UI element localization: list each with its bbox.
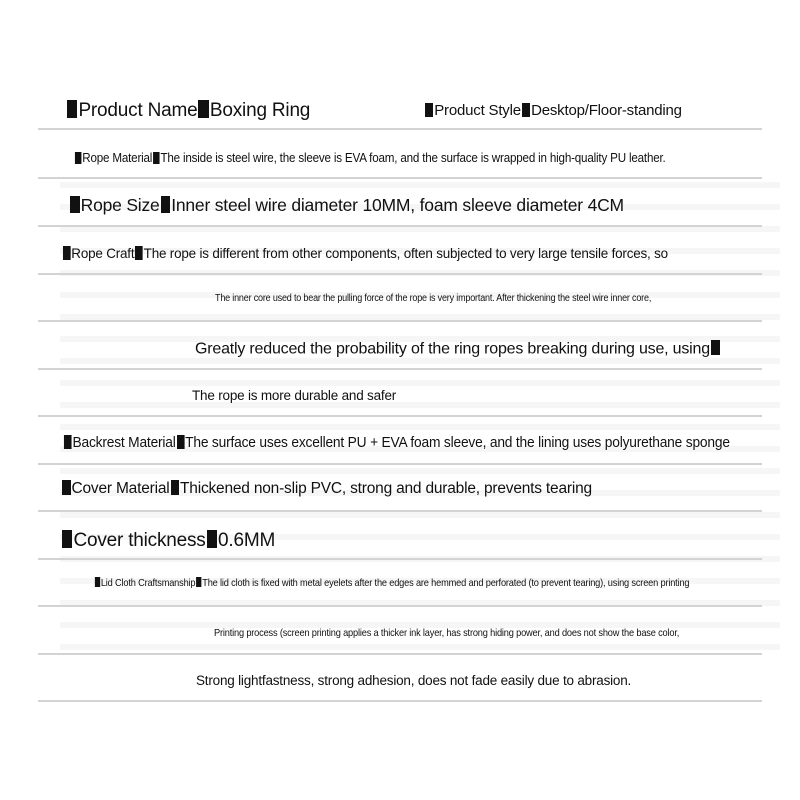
spec-label: Product Style bbox=[434, 102, 521, 119]
row-divider bbox=[38, 558, 762, 560]
spec-value: The lid cloth is fixed with metal eyelets after the edges are hemmed and perforated (to prevent tearing), using screen printing bbox=[202, 577, 690, 589]
row-divider bbox=[38, 653, 762, 655]
spec-product-name bbox=[66, 100, 310, 122]
row-divider bbox=[38, 700, 762, 702]
row-divider bbox=[38, 273, 762, 275]
spec-rope-craft-benefit bbox=[195, 340, 721, 358]
spec-rope-craft bbox=[62, 245, 668, 261]
spec-text: The inner core used to bear the pulling force of the rope is very important. After thickening the steel wire inner core, bbox=[215, 293, 652, 304]
spec-rope-material bbox=[74, 151, 666, 165]
spec-label: Rope Size bbox=[80, 195, 160, 215]
bracket-glyph-icon bbox=[75, 152, 81, 164]
spec-printing-result bbox=[196, 673, 631, 688]
spec-printing-process bbox=[214, 627, 679, 639]
row-divider bbox=[38, 177, 762, 179]
spec-value: Desktop/Floor-standing bbox=[531, 102, 682, 119]
spec-product-style bbox=[424, 102, 682, 119]
spec-value: The inside is steel wire, the sleeve is EVA foam, and the surface is wrapped in high-quality PU leather. bbox=[160, 151, 666, 165]
row-divider bbox=[38, 510, 762, 512]
bracket-glyph-icon bbox=[177, 435, 185, 449]
spec-value: The rope is different from other components, often subjected to very large tensile forces, so bbox=[143, 245, 668, 261]
spec-text: Strong lightfastness, strong adhesion, does not fade easily due to abrasion. bbox=[196, 673, 632, 688]
bracket-glyph-icon bbox=[711, 340, 720, 355]
spec-value: 0.6MM bbox=[218, 530, 276, 551]
bracket-glyph-icon bbox=[161, 196, 171, 213]
bracket-glyph-icon bbox=[522, 103, 530, 117]
row-divider bbox=[38, 463, 762, 465]
bracket-glyph-icon bbox=[70, 196, 80, 213]
bracket-glyph-icon bbox=[64, 435, 72, 449]
bracket-glyph-icon bbox=[62, 480, 71, 495]
bracket-glyph-icon bbox=[62, 530, 72, 548]
spec-text: The rope is more durable and safer bbox=[192, 388, 397, 403]
spec-lid-cloth-craftsmanship bbox=[94, 577, 689, 589]
spec-cover-material bbox=[61, 480, 592, 498]
bracket-glyph-icon bbox=[67, 100, 77, 118]
spec-value: Boxing Ring bbox=[209, 100, 311, 121]
bracket-glyph-icon bbox=[198, 100, 208, 118]
spec-label: Cover Material bbox=[71, 480, 170, 497]
spec-cover-thickness bbox=[61, 530, 275, 552]
spec-value: The surface uses excellent PU + EVA foam sleeve, and the lining uses polyurethane sponge bbox=[185, 435, 730, 452]
spec-label: Backrest Material bbox=[72, 435, 176, 452]
spec-text: Greatly reduced the probability of the ring ropes breaking during use, using bbox=[195, 340, 710, 358]
spec-label: Product Name bbox=[78, 100, 198, 121]
spec-label: Cover thickness bbox=[73, 530, 206, 551]
spec-rope-size bbox=[69, 195, 624, 216]
spec-label: Rope Craft bbox=[71, 245, 135, 261]
spec-text: Printing process (screen printing applies a thicker ink layer, has strong hiding power, and does not show the base color, bbox=[214, 627, 680, 639]
spec-value: Thickened non-slip PVC, strong and durable, prevents tearing bbox=[180, 480, 592, 497]
spec-value: Inner steel wire diameter 10MM, foam sleeve diameter 4CM bbox=[171, 195, 624, 215]
row-divider bbox=[38, 128, 762, 130]
row-divider bbox=[38, 320, 762, 322]
spec-label: Lid Cloth Craftsmanship bbox=[100, 577, 196, 589]
bracket-glyph-icon bbox=[153, 152, 159, 164]
spec-backrest-material bbox=[63, 435, 730, 451]
row-divider bbox=[38, 415, 762, 417]
bracket-glyph-icon bbox=[135, 246, 142, 259]
bracket-glyph-icon bbox=[95, 577, 100, 587]
bracket-glyph-icon bbox=[196, 577, 201, 587]
spec-rope-craft-result bbox=[192, 388, 396, 403]
bracket-glyph-icon bbox=[207, 530, 217, 548]
bracket-glyph-icon bbox=[63, 246, 70, 259]
bracket-glyph-icon bbox=[425, 103, 433, 117]
row-divider bbox=[38, 368, 762, 370]
spec-rope-craft-continued bbox=[215, 293, 651, 304]
row-divider bbox=[38, 605, 762, 607]
spec-label: Rope Material bbox=[82, 151, 153, 165]
row-divider bbox=[38, 225, 762, 227]
bracket-glyph-icon bbox=[171, 480, 180, 495]
